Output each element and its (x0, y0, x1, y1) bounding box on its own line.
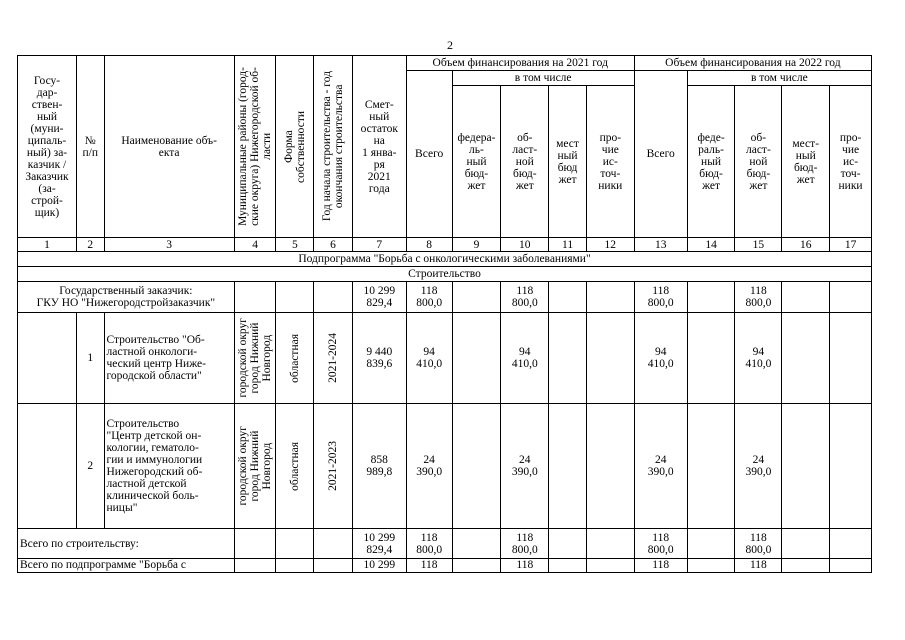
total-subprogram-row (18, 559, 872, 573)
total-subprogram-total-2021: 118 (406, 559, 452, 573)
customer-total-2022: 118 800,0 (634, 282, 687, 313)
col-number: 15 (735, 238, 782, 252)
customer-regional-2022: 118 800,0 (735, 282, 782, 313)
col-number: 9 (452, 238, 501, 252)
header-ownership: Форма собственности (282, 110, 307, 183)
col-number: 7 (352, 238, 406, 252)
district: городской округ город Нижний Новгород (237, 318, 274, 398)
regional-2022: 24 390,0 (735, 404, 782, 529)
ownership: областная (288, 441, 301, 491)
district: городской округ город Нижний Новгород (237, 426, 274, 506)
col-number: 17 (830, 238, 872, 252)
regional-2022: 94 410,0 (735, 313, 782, 404)
header-customer: Госу- дар- ствен- ный (муни- ципаль- ный) за- казчик / Заказчик (за- строй- щик) (18, 56, 77, 238)
col-number: 2 (77, 238, 104, 252)
subprogram-title: Подпрограмма "Борьба с онкологическими заболеваниями" (18, 252, 872, 267)
header-total-2022: Всего (634, 71, 687, 238)
total-construction-row (18, 529, 872, 559)
balance: 858 989,8 (352, 404, 406, 529)
customer-regional-2021: 118 800,0 (501, 282, 549, 313)
header-years: Год начала строительства - год окончания строительства (320, 71, 345, 222)
total-2021: 94 410,0 (406, 313, 452, 404)
customer-label: Государственный заказчик: ГКУ НО "Нижегородстройзаказчик" (18, 282, 235, 313)
col-number: 12 (586, 238, 634, 252)
header-local-2022: мест- ный бюд- жет (782, 86, 830, 238)
header-total-2021: Всего (406, 71, 452, 238)
total-2021: 24 390,0 (406, 404, 452, 529)
row-num: 2 (77, 404, 104, 529)
header-regional-2022: об- ласт- ной бюд- жет (735, 86, 782, 238)
header-other-2022: про- чие ис- точ- ники (830, 86, 872, 238)
col-number: 8 (406, 238, 452, 252)
header-years-cell (314, 56, 353, 238)
col-number: 4 (234, 238, 276, 252)
header-districts-cell (234, 56, 276, 238)
object-name: Строительство "Об- ластной онкологи- ческий центр Ниже- городской области" (104, 313, 234, 404)
header-balance: Смет- ный остаток на 1 янва- ря 2021 года (352, 56, 406, 238)
total-subprogram-regional-2022: 118 (735, 559, 782, 573)
col-number: 3 (104, 238, 234, 252)
total-subprogram-balance: 10 299 (352, 559, 406, 573)
header-federal-2021: федера- ль- ный бюд- жет (452, 86, 501, 238)
col-number: 5 (276, 238, 314, 252)
column-numbers-row (18, 238, 872, 252)
total-2022: 94 410,0 (634, 313, 687, 404)
header-fin-2021: Объем финансирования на 2021 год (406, 56, 634, 71)
col-number: 16 (782, 238, 830, 252)
total-construction-label: Всего по строительству: (18, 529, 235, 559)
customer-total-2021: 118 800,0 (406, 282, 452, 313)
total-subprogram-total-2022: 118 (634, 559, 687, 573)
balance: 9 440 839,6 (352, 313, 406, 404)
header-local-2021: мест ный бюд жет (549, 86, 587, 238)
total-construction-regional-2022: 118 800,0 (735, 529, 782, 559)
total-2022: 24 390,0 (634, 404, 687, 529)
header-ownership-cell (276, 56, 314, 238)
financing-table (17, 55, 872, 573)
total-construction-total-2021: 118 800,0 (406, 529, 452, 559)
page-number: 2 (447, 38, 453, 52)
regional-2021: 24 390,0 (501, 404, 549, 529)
object-name: Строительство "Центр детской он- кологии, гематоло- гии и иммунологии Нижегородский об- ластной детской клинической боль- ницы" (104, 404, 234, 529)
total-construction-balance: 10 299 829,4 (352, 529, 406, 559)
total-subprogram-label: Всего по подпрограмме "Борьба с (18, 559, 235, 573)
header-regional-2021: об- ласт- ной бюд- жет (501, 86, 549, 238)
header-fin-2022: Объем финансирования на 2022 год (634, 56, 871, 71)
section-title: Строительство (18, 267, 872, 282)
header-num: № п/п (77, 56, 104, 238)
row-num: 1 (77, 313, 104, 404)
col-number: 1 (18, 238, 77, 252)
header-incl-2021: в том числе (452, 71, 634, 86)
header-federal-2022: феде- раль- ный бюд- жет (687, 86, 735, 238)
table-row (18, 313, 872, 404)
header-districts: Муниципальные районы (город- ские округа) Нижегородской об- ласти (237, 67, 274, 226)
ownership: областная (288, 333, 301, 383)
col-number: 13 (634, 238, 687, 252)
col-number: 11 (549, 238, 587, 252)
regional-2021: 94 410,0 (501, 313, 549, 404)
customer-balance: 10 299 829,4 (352, 282, 406, 313)
years: 2021-2024 (326, 333, 339, 383)
total-construction-total-2022: 118 800,0 (634, 529, 687, 559)
header-incl-2022: в том числе (687, 71, 871, 86)
header-other-2021: про- чие ис- точ- ники (586, 86, 634, 238)
years: 2021-2023 (326, 441, 339, 491)
total-construction-regional-2021: 118 800,0 (501, 529, 549, 559)
customer-row (18, 282, 872, 313)
header-object-name: Наименование объ- екта (104, 56, 234, 238)
col-number: 6 (314, 238, 353, 252)
table-row (18, 404, 872, 529)
col-number: 14 (687, 238, 735, 252)
total-subprogram-regional-2021: 118 (501, 559, 549, 573)
col-number: 10 (501, 238, 549, 252)
